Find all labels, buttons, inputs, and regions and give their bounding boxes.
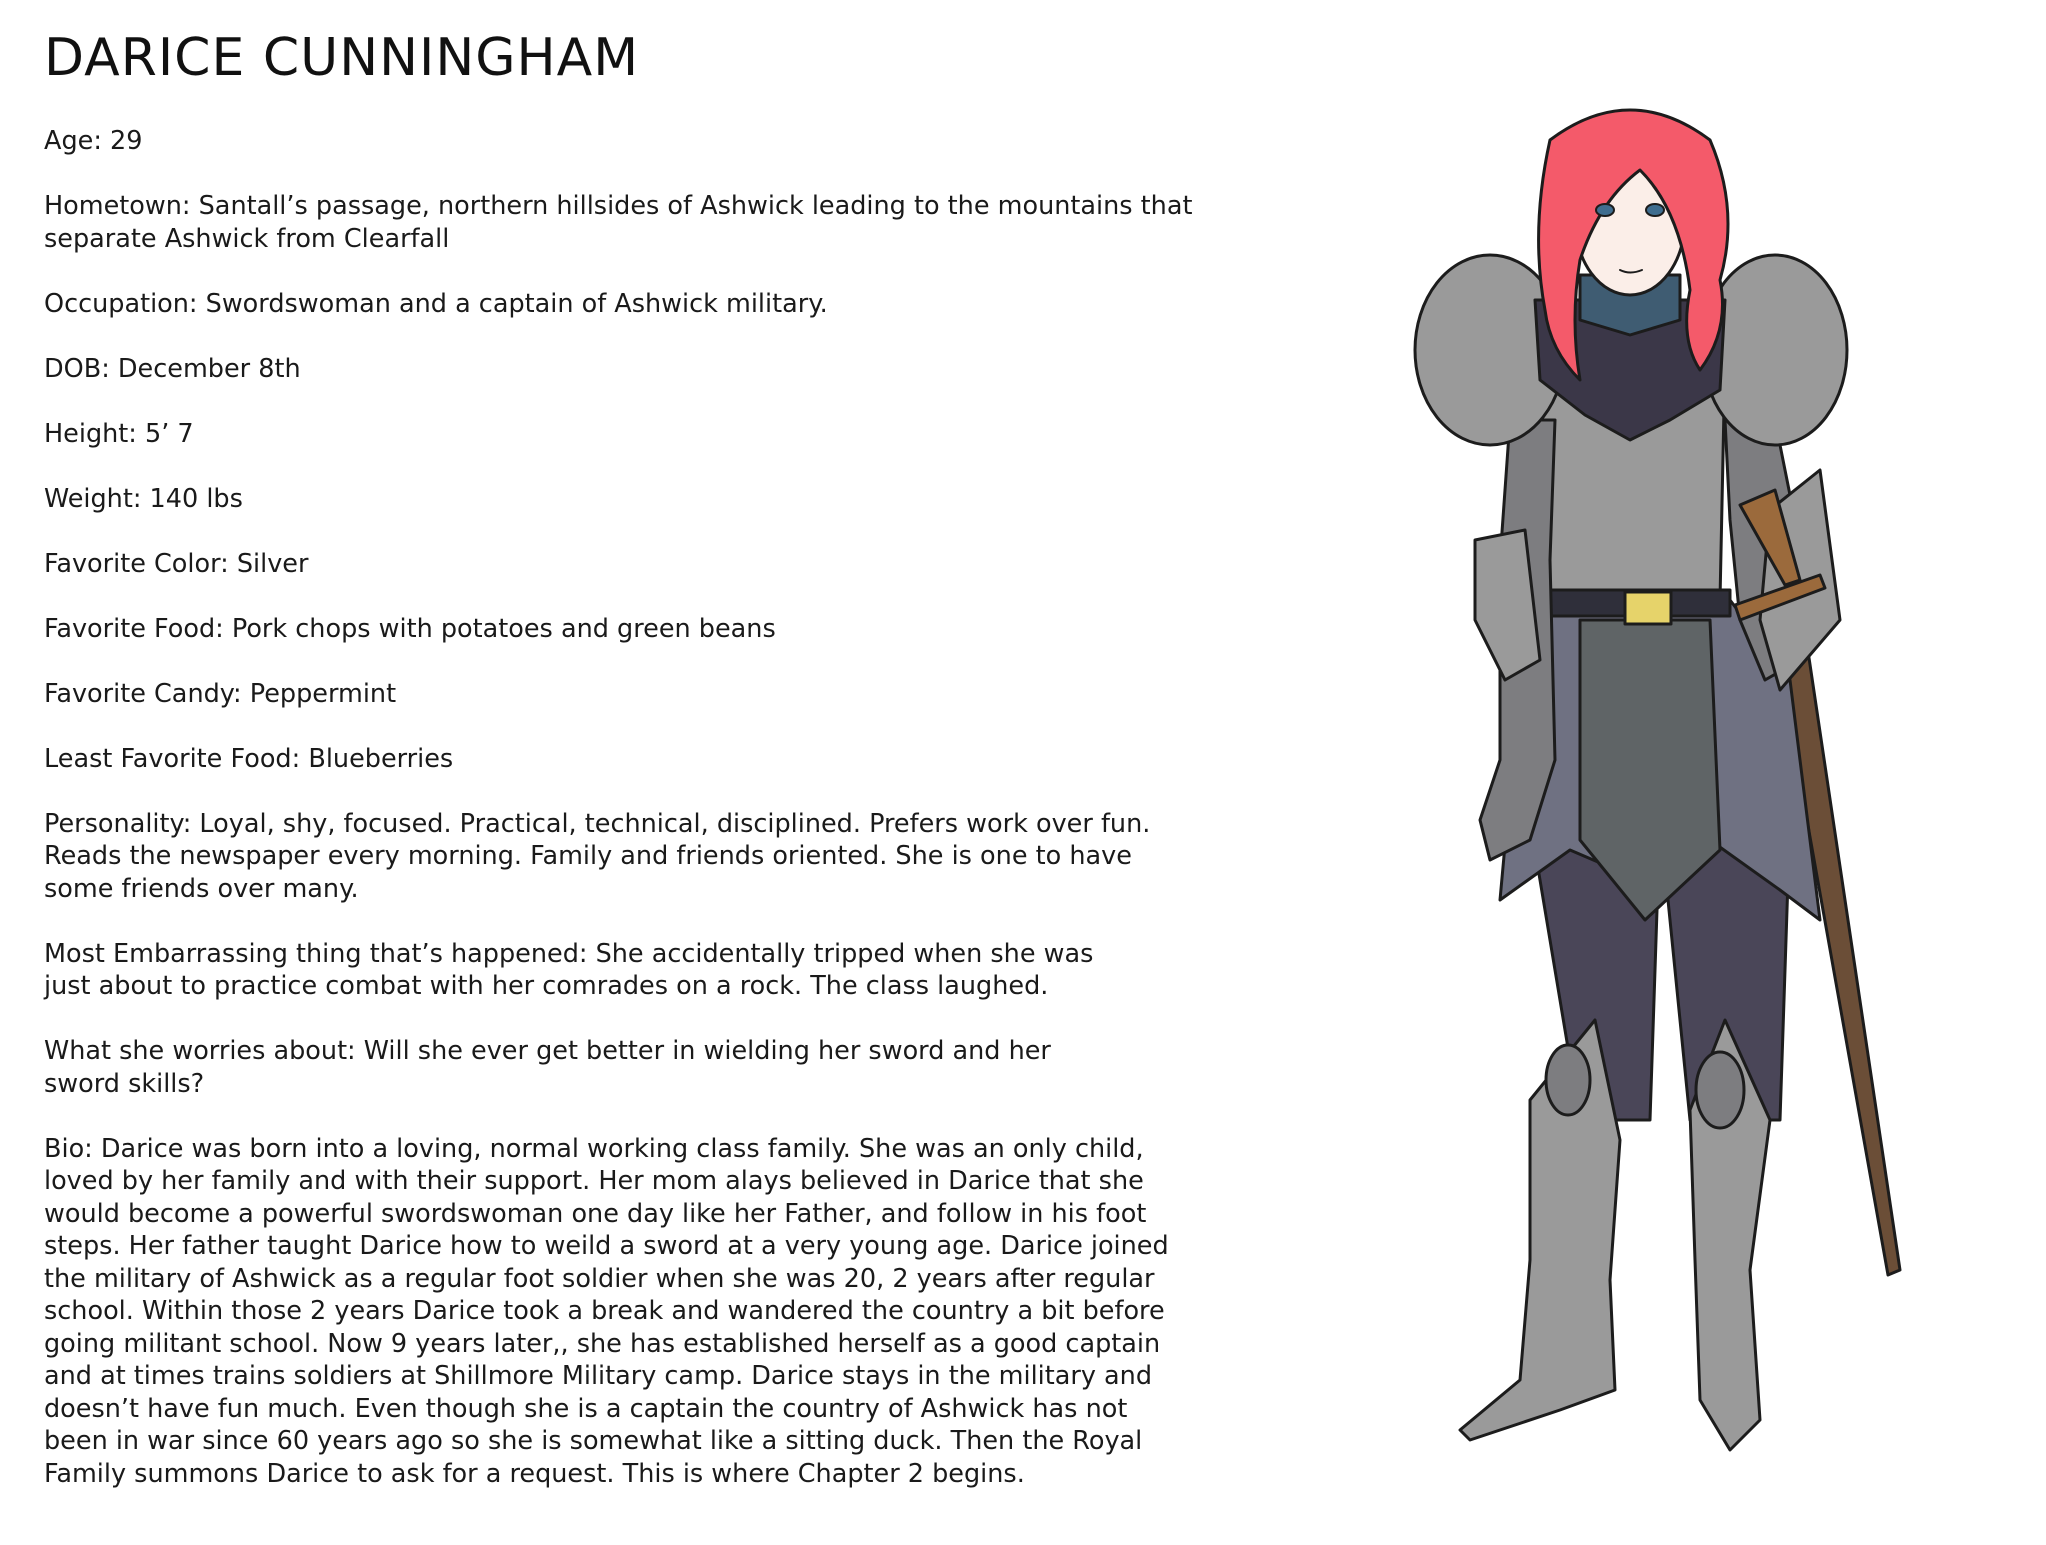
field-label: Hometown: xyxy=(44,191,191,222)
field-value: 5’ 7 xyxy=(145,418,194,449)
field-personality xyxy=(44,808,1274,906)
field-age xyxy=(44,125,1274,158)
field-favorite-candy xyxy=(44,678,1274,711)
field-label: Weight: xyxy=(44,483,142,514)
knight-figure-icon xyxy=(1380,60,1940,1540)
field-value: Peppermint xyxy=(249,678,397,709)
field-value: Will she ever get better in wielding her sword and her sword skills? xyxy=(44,1036,1051,1099)
field-value: Swordswoman and a captain of Ashwick military. xyxy=(205,288,828,319)
field-value: Loyal, shy, focused. Practical, technical, disciplined. Prefers work over fun. Reads the newspaper every morning. Family and friends oriented. She is one to have some friends over many. xyxy=(44,808,1151,904)
field-value: Blueberries xyxy=(308,743,454,774)
character-illustration xyxy=(1380,60,1940,1540)
character-fields xyxy=(44,125,1274,1490)
field-favorite-food xyxy=(44,613,1274,646)
field-label: Favorite Food: xyxy=(44,613,224,644)
left-greave xyxy=(1460,1020,1620,1440)
field-label: What she worries about: xyxy=(44,1036,356,1067)
field-label: Favorite Color: xyxy=(44,548,229,579)
left-knee-guard xyxy=(1546,1045,1590,1115)
field-value: She accidentally tripped when she was just about to practice combat with her comrades on a rock. The class laughed. xyxy=(44,938,1094,1002)
field-label: Favorite Candy: xyxy=(44,678,242,709)
field-dob xyxy=(44,353,1274,386)
field-label: Least Favorite Food: xyxy=(44,743,301,774)
field-most-embarrassing-thing-that-s-happened xyxy=(44,938,1274,1003)
field-what-she-worries-about xyxy=(44,1035,1274,1100)
field-hometown xyxy=(44,190,1274,255)
field-label: Age: xyxy=(44,126,102,157)
field-height xyxy=(44,418,1274,451)
field-value: Darice was born into a loving, normal working class family. She was an only child, loved by her family and with their support. Her mom alays believed in Darice that she would become a powerful swordswoman one day like her Father, and follow in his foot steps. Her father taught Darice how to weild a sword at a very young age. Darice joined the military of Ashwick as a regular foot soldier when she was 20, 2 years after regular school. Within those 2 years Darice took a break and wandered the country a bit before going militant school. Now 9 years later,, she has established herself as a good captain and at times trains soldiers at Shillmore Military camp. Darice stays in the military and doesn’t have fun much. Even though she is a captain the country of Ashwick has not been in war since 60 years ago so she is somewhat like a sitting duck. Then the Royal Family summons Darice to ask for a request. This is where Chapter 2 begins. xyxy=(44,1133,1169,1489)
field-value: December 8th xyxy=(117,353,301,384)
field-value: Pork chops with potatoes and green beans xyxy=(231,613,776,644)
field-label: Most Embarrassing thing that’s happened: xyxy=(44,938,588,969)
character-sheet xyxy=(44,30,1274,1523)
field-label: Personality: xyxy=(44,808,192,839)
character-name: DARICE CUNNINGHAM xyxy=(44,28,640,88)
field-label: DOB: xyxy=(44,353,110,384)
belt-buckle xyxy=(1625,592,1671,624)
right-knee-guard xyxy=(1696,1052,1744,1128)
field-favorite-color xyxy=(44,548,1274,581)
field-label: Height: xyxy=(44,418,137,449)
field-occupation xyxy=(44,288,1274,321)
left-eye xyxy=(1596,204,1614,216)
right-pauldron xyxy=(1703,255,1847,445)
field-value: 29 xyxy=(110,126,143,157)
field-label: Bio: xyxy=(44,1133,93,1164)
right-eye xyxy=(1646,204,1664,216)
field-value: Santall’s passage, northern hillsides of Ashwick leading to the mountains that separate Ashwick from Clearfall xyxy=(44,191,1193,254)
field-bio xyxy=(44,1133,1274,1491)
field-value: 140 lbs xyxy=(149,483,243,514)
field-least-favorite-food xyxy=(44,743,1274,776)
field-label: Occupation: xyxy=(44,288,198,319)
field-value: Silver xyxy=(236,548,309,579)
field-weight xyxy=(44,483,1274,516)
